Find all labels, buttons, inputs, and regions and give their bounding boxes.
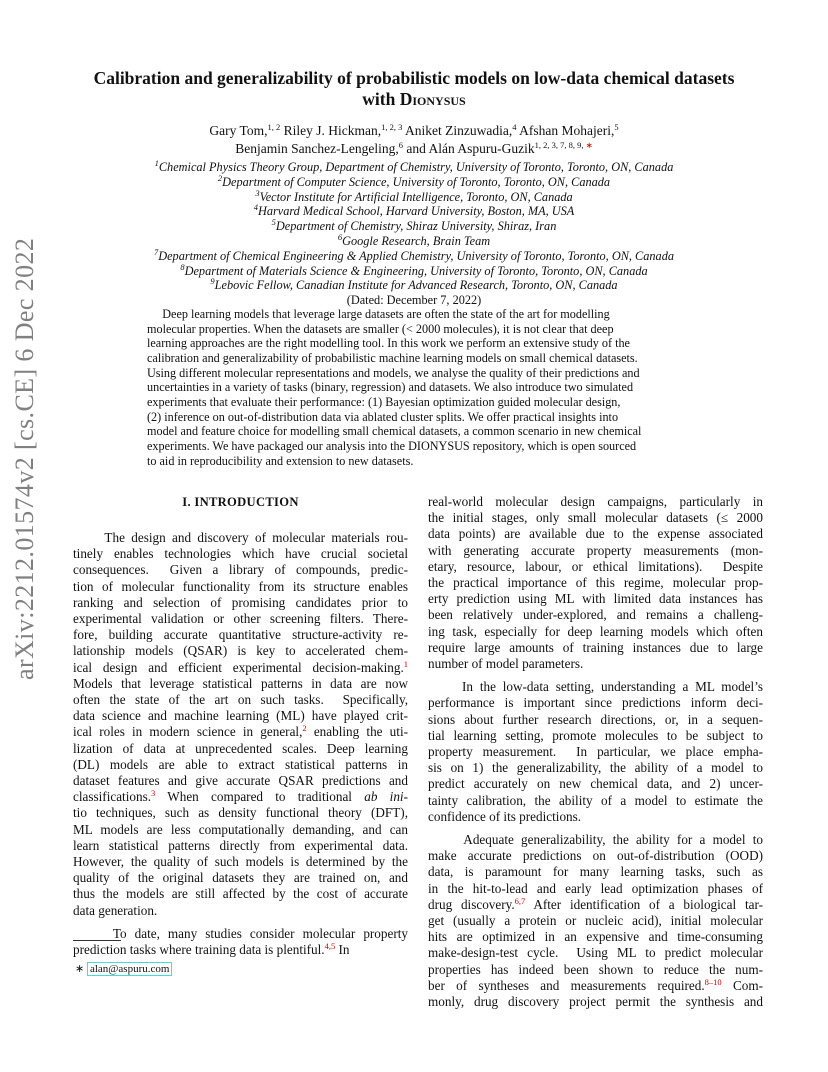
text-segment: learn statistical patterns directly from experimental data. <box>73 837 408 853</box>
text-line <box>428 695 763 711</box>
text-segment: been relatively under-explored, and remains a challeng- <box>428 607 763 623</box>
text-line <box>73 660 408 676</box>
affiliation-text: Google Research, Brain Team <box>342 233 491 248</box>
text-line <box>428 575 763 591</box>
affiliation-item <box>70 246 758 264</box>
text-line <box>428 929 763 945</box>
text-segment: tion of molecular functionality from its structure enables <box>73 578 408 594</box>
affiliation-item <box>70 204 758 219</box>
text-segment: (DL) models are able to extract statistical patterns in <box>73 756 408 772</box>
text-segment: real-world molecular design campaigns, particularly in <box>428 494 763 509</box>
text-line <box>73 708 408 724</box>
abstract-line: (2) inference on out-of-distribution data via ablated cluster splits. We offer practical insights into <box>147 409 619 424</box>
text-line <box>73 676 408 692</box>
text-segment: drug discovery. <box>428 896 515 912</box>
text-line <box>428 978 763 994</box>
footnote-divider <box>73 940 121 941</box>
text-segment: etary, resource, labour, or ethical limitations). Despite <box>428 558 763 574</box>
author-name: and Alán Aspuru-Guzik <box>406 141 535 156</box>
text-segment: experimental validation or other screening filters. There- <box>73 611 408 627</box>
footnote-mark: ∗ <box>75 963 85 975</box>
text-segment: lationship models (QSAR) is key to accelerated chem- <box>73 643 408 659</box>
text-line <box>73 838 408 854</box>
text-segment: sions about further research directions, or, in a sequen- <box>428 711 763 727</box>
text-line <box>428 760 763 776</box>
affiliation-text: Department of Chemical Engineering & Applied Chemistry, University of Toronto, Toronto, ON, Canada <box>158 248 675 263</box>
author-name: Afshan Mohajeri, <box>519 123 615 138</box>
text-segment: fore, building accurate quantitative structure-activity re- <box>73 627 408 643</box>
text-segment: quality of the original datasets they are trained on, and <box>73 870 408 886</box>
text-line <box>73 942 408 958</box>
text-line <box>73 741 408 757</box>
affiliation-number: 7 <box>153 246 159 257</box>
author-name: Benjamin Sanchez-Lengeling, <box>235 141 399 156</box>
text-segment: tinely enables technologies which have crucial societal <box>73 546 408 562</box>
text-line <box>428 793 763 809</box>
authors-line-1 <box>80 122 748 140</box>
abstract-line: calibration and generalizability of probabilistic machine learning models on small chemical datasets. <box>147 350 638 365</box>
affiliation-text: Lebovic Fellow, Canadian Institute for Advanced Research, Toronto, ON, Canada <box>214 278 618 293</box>
text-line <box>428 744 763 760</box>
affiliation-text: Department of Materials Science & Engineering, University of Toronto, Toronto, ON, Canada <box>184 263 648 278</box>
text-segment: Com- <box>721 977 763 993</box>
text-segment: In <box>335 942 350 958</box>
text-segment: ber of syntheses and measurements required. <box>428 977 705 993</box>
affiliation-number: 2 <box>217 172 223 183</box>
date-line: (Dated: December 7, 2022) <box>346 293 482 308</box>
text-line <box>428 809 763 825</box>
affiliation-item <box>70 231 758 249</box>
text-line <box>73 870 408 886</box>
text-line <box>73 757 408 773</box>
authors-line-2 <box>80 140 748 158</box>
text-segment: in the hit-to-lead and early lead optimization phases of <box>428 880 763 896</box>
citation-ref: 8–10 <box>704 976 722 987</box>
corresponding-author-mark: ∗ <box>585 140 593 150</box>
text-line <box>428 864 763 880</box>
text-line <box>73 692 408 708</box>
affiliation-item <box>70 160 758 175</box>
abstract-line: experiments. We have packaged our analysis into the DIONYSUS repository, which is open sourced <box>147 438 637 453</box>
affiliation-number: 3 <box>255 187 260 198</box>
text-segment: tainty calibration, the ability of a model to estimate the <box>428 792 763 808</box>
right-column <box>428 494 763 1010</box>
text-segment: sis on 1) the generalizability, the ability of a model to <box>428 760 763 776</box>
text-segment: Models that leverage statistical patterns in data are now <box>73 675 408 691</box>
text-line <box>73 822 408 838</box>
text-segment: data, is paramount for many learning tasks, such as <box>428 864 763 880</box>
text-line <box>73 805 408 821</box>
text-segment: ML models are less computationally demanding, and can <box>73 821 408 837</box>
text-segment: monly, drug discovery project permit the synthesis and <box>428 994 763 1010</box>
text-line <box>73 926 408 942</box>
left-column-text <box>73 530 408 958</box>
abstract-line: model and feature choice for modelling small chemical datasets, a common scenario in new chemical <box>147 424 642 439</box>
left-column <box>73 494 408 958</box>
paragraph-gap <box>428 825 763 832</box>
text-line <box>428 624 763 640</box>
paper-title <box>60 68 768 110</box>
citation-ref: 2 <box>302 723 307 734</box>
text-line <box>428 591 763 607</box>
title-prefix: with <box>362 89 400 109</box>
text-segment: To date, many studies consider molecular property <box>73 925 408 941</box>
text-segment: ical design and efficient experimental decision-making. <box>73 659 404 675</box>
text-line <box>428 712 763 728</box>
paragraph-gap <box>428 672 763 679</box>
text-segment: consequences. Given a library of compounds, predic- <box>73 562 408 578</box>
affiliation-number: 5 <box>271 217 276 228</box>
text-line <box>428 526 763 542</box>
affiliation-text: Harvard Medical School, Harvard University, Boston, MA, USA <box>257 204 575 219</box>
affiliation-number: 8 <box>180 261 185 272</box>
text-line <box>73 773 408 789</box>
text-line <box>73 627 408 643</box>
abstract-line: Deep learning models that leverage large datasets are often the state of the art for modelling <box>147 307 610 321</box>
affiliation-text: Department of Chemistry, Shiraz University, Shiraz, Iran <box>275 219 557 234</box>
paragraph-gap <box>73 919 408 926</box>
text-line <box>428 728 763 744</box>
text-segment: data points) are available due to the expense associated <box>428 526 763 542</box>
text-line <box>73 724 408 740</box>
title-line-1: Calibration and generalizability of probabilistic models on low-data chemical datasets <box>93 68 735 88</box>
text-line <box>428 640 763 656</box>
text-segment: data science and machine learning (ML) have played crit- <box>73 708 408 724</box>
title-line-2 <box>60 89 768 110</box>
abstract-line: to aid in reproducibility and extension to new datasets. <box>147 453 414 468</box>
text-segment: erty prediction using ML with limited data instances has <box>428 591 763 607</box>
text-segment: However, the quality of such models is determined by the <box>73 854 408 870</box>
text-segment: often the state of the art on such tasks. Specifically, <box>73 692 408 708</box>
text-line <box>428 776 763 792</box>
text-segment: require large amounts of training instances due to large <box>428 639 763 655</box>
text-segment: ical roles in modern science in general, <box>73 724 303 740</box>
text-segment: hits are optimized in an expensive and time-consuming <box>428 929 763 945</box>
text-segment: The design and discovery of molecular materials rou- <box>73 530 408 545</box>
text-segment: data generation. <box>73 902 158 918</box>
abstract <box>147 307 687 468</box>
text-segment: confidence of its predictions. <box>428 808 582 824</box>
section-heading-introduction: I. INTRODUCTION <box>182 495 299 509</box>
text-line <box>73 611 408 627</box>
text-segment: ing task, especially for deep learning models which often <box>428 623 763 639</box>
text-segment: tio techniques, such as density functional theory (DFT), <box>73 805 408 821</box>
text-line <box>73 886 408 902</box>
text-line <box>73 789 408 805</box>
text-segment: predict accurately on new chemical data, and 2) uncer- <box>428 776 763 792</box>
author-list <box>80 122 748 158</box>
text-segment: In the low-data setting, understanding a ML model’s <box>428 679 763 695</box>
author-affiliation-marks: 4 <box>512 122 517 132</box>
author-affiliation-marks: 1, 2, 3 <box>381 122 403 132</box>
abstract-line: Using different molecular representations and models, we analyse the quality of their predictions and <box>147 365 640 380</box>
author-affiliation-marks: 6 <box>398 140 403 150</box>
text-line <box>73 546 408 562</box>
text-segment: number of model parameters. <box>428 656 584 672</box>
abstract-line: experiments that evaluate their performance: (1) Bayesian optimization guided molecular design, <box>147 394 621 409</box>
text-segment: prediction tasks where training data is plentiful. <box>73 942 325 958</box>
affiliation-list <box>70 160 758 293</box>
text-segment: After identification of a biological tar- <box>525 896 763 912</box>
text-line <box>428 510 763 526</box>
text-line <box>73 903 408 919</box>
arxiv-identifier: arXiv:2212.01574v2 [cs.CE] 6 Dec 2022 <box>10 237 39 680</box>
text-segment: make-design-test cycle. Using ML to predict molecular <box>428 945 763 961</box>
citation-ref: 6,7 <box>514 895 526 906</box>
affiliation-number: 9 <box>210 276 215 287</box>
text-line <box>73 579 408 595</box>
author-affiliation-marks: 1, 2, 3, 7, 8, 9, <box>534 140 586 150</box>
text-segment: property measurement. In particular, we place empha- <box>428 744 763 760</box>
text-line <box>428 962 763 978</box>
affiliation-item <box>70 187 758 205</box>
citation-ref: 1 <box>403 658 408 669</box>
author-name: Aniket Zinzuwadia, <box>404 123 513 138</box>
text-segment: the practical importance of this regime, molecular prop- <box>428 575 763 591</box>
author-name: Gary Tom, <box>209 123 268 138</box>
text-line <box>73 530 408 546</box>
text-line <box>428 656 763 672</box>
text-segment: with generating accurate property measurements (mon- <box>428 542 763 558</box>
text-segment: Adequate generalizability, the ability for a model to <box>428 832 763 848</box>
author-affiliation-marks: 1, 2 <box>267 122 281 132</box>
text-line <box>428 994 763 1010</box>
text-segment: get (usually a protein or nucleic acid), initial molecular <box>428 913 763 929</box>
text-segment: dataset features and give accurate QSAR predictions and <box>73 773 408 789</box>
text-segment: the initial stages, only small molecular datasets (≤ 2000 <box>428 510 763 526</box>
text-line <box>428 543 763 559</box>
affiliation-text: Department of Computer Science, University of Toronto, Toronto, ON, Canada <box>222 174 611 189</box>
text-segment: performance is important since predictions inform deci- <box>428 695 763 711</box>
corresponding-author-footnote <box>75 962 172 975</box>
text-line <box>428 848 763 864</box>
text-line <box>428 607 763 623</box>
citation-ref: 4,5 <box>324 941 336 952</box>
affiliations <box>70 160 758 308</box>
text-segment: lization of data at unprecedented scales. Deep learning <box>73 740 408 756</box>
affiliation-item <box>70 219 758 234</box>
text-line <box>428 494 763 510</box>
citation-ref: 3 <box>151 788 156 799</box>
abstract-line: molecular properties. When the datasets are smaller (< 2000 molecules), it is not clear that deep <box>147 321 614 336</box>
text-line <box>73 562 408 578</box>
text-line <box>428 897 763 913</box>
affiliation-item <box>70 278 758 293</box>
text-line <box>428 913 763 929</box>
text-line <box>428 559 763 575</box>
email-link[interactable]: alan@aspuru.com <box>87 962 172 976</box>
right-column-text <box>428 494 763 1010</box>
text-line <box>428 832 763 848</box>
text-line <box>428 679 763 695</box>
text-line <box>73 643 408 659</box>
affiliation-text: Vector Institute for Artificial Intelligence, Toronto, ON, Canada <box>259 189 573 204</box>
text-line <box>73 595 408 611</box>
abstract-line: uncertainties in a variety of tasks (binary, regression) and datasets. We also introduce two simulated <box>147 380 634 395</box>
author-name: Riley J. Hickman, <box>283 123 382 138</box>
affiliation-number: 6 <box>337 231 343 242</box>
text-segment: thus the models are still affected by the cost of accurate <box>73 886 408 902</box>
text-segment: properties has indeed been shown to reduce the num- <box>428 961 763 977</box>
affiliation-item <box>70 261 758 279</box>
affiliation-item <box>70 172 758 190</box>
text-segment: ranking and selection of promising candidates prior to <box>73 594 408 610</box>
affiliation-number: 1 <box>154 158 159 168</box>
text-line <box>428 945 763 961</box>
abstract-line: learning approaches are the right modelling tool. In this work we perform an extensive study of the <box>147 336 630 351</box>
affiliation-text: Chemical Physics Theory Group, Department of Chemistry, University of Toronto, Toronto, ON, Canada <box>158 160 674 174</box>
text-segment: make accurate predictions on out-of-distribution (OOD) <box>428 848 763 864</box>
text-segment: enabling the uti- <box>306 724 408 740</box>
text-line <box>73 854 408 870</box>
author-affiliation-marks: 5 <box>614 122 619 132</box>
affiliation-number: 4 <box>253 202 258 213</box>
title-software-name: Dionysus <box>399 89 466 109</box>
text-segment: tial learning setting, promote molecules to be subject to <box>428 727 763 743</box>
text-segment: When compared to traditional <box>155 789 365 805</box>
text-line <box>428 881 763 897</box>
text-segment-italic: ab ini- <box>364 789 408 805</box>
text-segment: classifications. <box>73 789 152 805</box>
